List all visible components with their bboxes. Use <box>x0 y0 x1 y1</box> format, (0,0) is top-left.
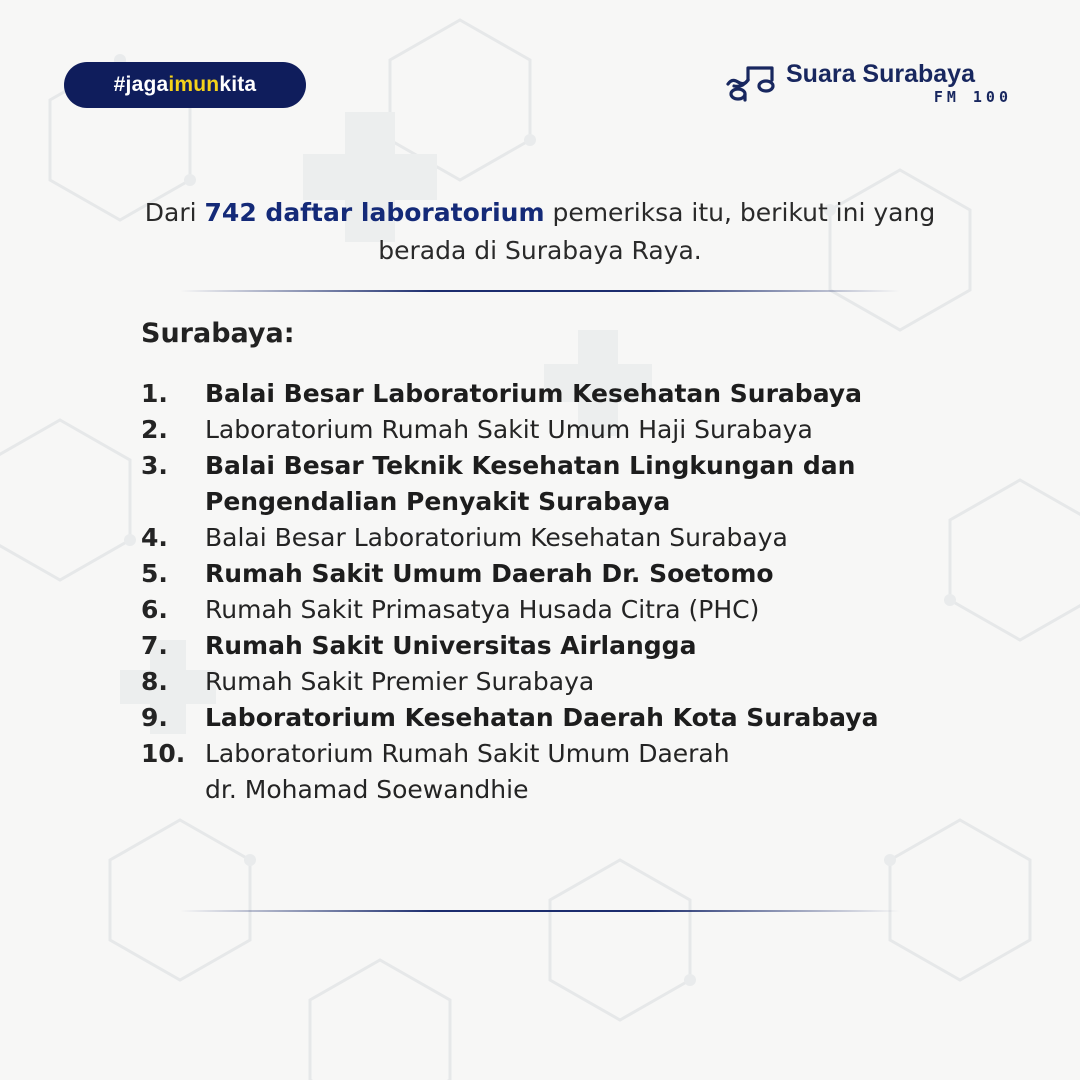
hashtag-prefix: #jaga <box>113 73 169 96</box>
list-item <box>141 736 961 808</box>
logo-subtitle: FM 100 <box>933 88 1012 106</box>
list-item-number: 8. <box>141 667 168 696</box>
list-item-number: 6. <box>141 595 168 624</box>
list-item <box>141 628 961 664</box>
list-item <box>141 412 961 448</box>
list-item-name: Laboratorium Kesehatan Daerah Kota Surabaya <box>205 703 879 732</box>
music-note-icon <box>722 64 780 106</box>
list-item-number: 9. <box>141 703 168 732</box>
list-item-number: 7. <box>141 631 168 660</box>
list-item-number: 2. <box>141 415 168 444</box>
list-item-name: Rumah Sakit Premier Surabaya <box>205 667 595 696</box>
list-item-number: 10. <box>141 739 186 768</box>
hashtag-highlight: imun <box>168 73 220 96</box>
list-item-number: 4. <box>141 523 168 552</box>
list-item <box>141 664 961 700</box>
list-item <box>141 700 961 736</box>
list-item <box>141 592 961 628</box>
bottom-divider <box>180 910 900 912</box>
hashtag-badge <box>64 62 306 108</box>
list-item-name: Balai Besar Laboratorium Kesehatan Surabaya <box>205 379 862 408</box>
list-item <box>141 520 961 556</box>
top-divider <box>180 290 900 292</box>
logo-name: Suara Surabaya <box>786 60 975 88</box>
section-title: Surabaya: <box>141 318 295 349</box>
intro-suffix: pemeriksa itu, berikut ini yang berada di Surabaya Raya. <box>378 198 936 265</box>
list-item-name: Balai Besar Teknik Kesehatan Lingkungan dan Pengendalian Penyakit Surabaya <box>205 451 856 516</box>
list-item <box>141 556 961 592</box>
list-item <box>141 376 961 412</box>
list-item-name: Rumah Sakit Primasatya Husada Citra (PHC) <box>205 595 760 624</box>
intro-text <box>100 194 980 270</box>
list-item-name: Laboratorium Rumah Sakit Umum Daerah dr. Mohamad Soewandhie <box>205 739 730 804</box>
list-item-name: Rumah Sakit Umum Daerah Dr. Soetomo <box>205 559 774 588</box>
lab-list <box>141 376 961 808</box>
suara-surabaya-logo <box>722 60 1022 112</box>
list-item-name: Rumah Sakit Universitas Airlangga <box>205 631 697 660</box>
list-item-number: 5. <box>141 559 168 588</box>
intro-emphasis: 742 daftar laboratorium <box>204 198 545 227</box>
list-item-name: Laboratorium Rumah Sakit Umum Haji Surabaya <box>205 415 813 444</box>
list-item-number: 1. <box>141 379 168 408</box>
list-item-name: Balai Besar Laboratorium Kesehatan Surabaya <box>205 523 788 552</box>
hashtag-suffix: kita <box>219 73 257 96</box>
intro-prefix: Dari <box>144 198 205 227</box>
list-item-number: 3. <box>141 451 168 480</box>
list-item <box>141 448 961 520</box>
